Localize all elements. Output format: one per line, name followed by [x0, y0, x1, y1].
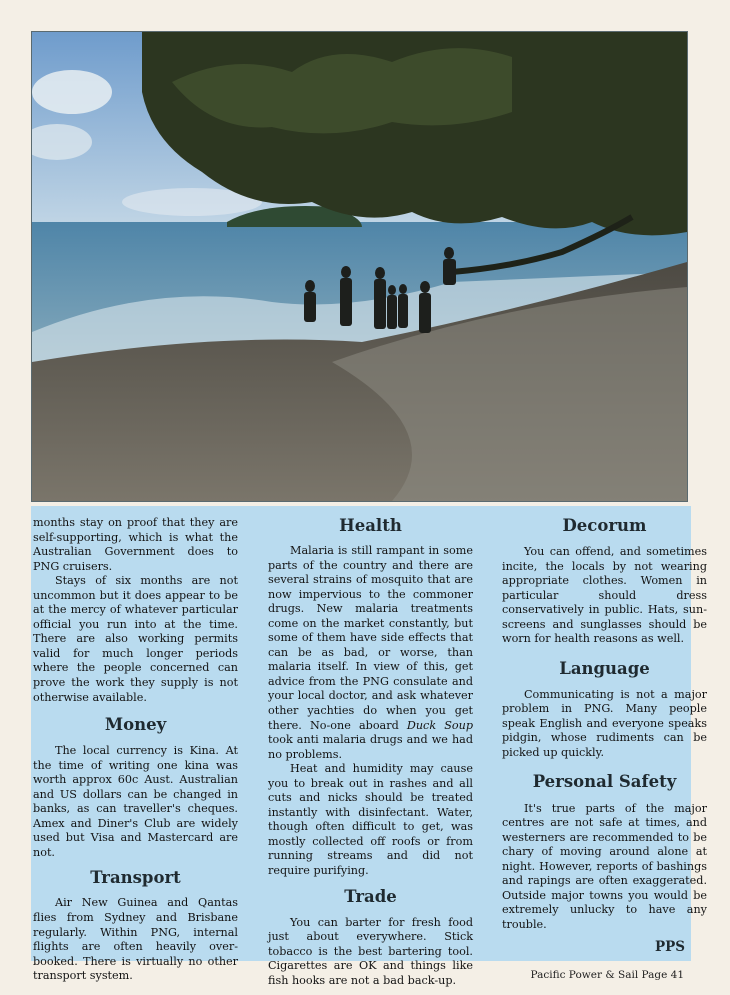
section-heading-language: Language — [559, 658, 650, 678]
text-run: Malaria is still rampant in some parts of the country and there are several strains of mosquito that are now impervious to the commoner drugs. New malaria treatments come on the market constantly, but some of them have side effects that can be as bad, or worse, than malaria itself. In view of this, get advice from the PNG consulate and your local doctor, and ask whatever other yachties do when you get there. No-one aboard — [268, 544, 473, 732]
paragraph: Air New Guinea and Qantas flies from Sydney and Brisbane regularly. Within PNG, internal flights are often heavily over-booked. There is virtually no other transport system. — [33, 896, 238, 983]
paragraph: Heat and humidity may cause you to break out in rashes and all cuts and nicks should be treated instantly with disinfectant. Water, though often difficult to get, was mostly collected off roofs or from running streams and did not require purifying. — [268, 762, 473, 878]
section-heading-money: Money — [104, 715, 167, 735]
section-heading-transport: Transport — [90, 868, 181, 888]
cloud — [32, 70, 112, 114]
paragraph: The local currency is Kina. At the time of writing one kina was worth approx 60c Aust. Australian and US dollars can be changed in banks, as can traveller's cheques. Amex and Diner's Club are widely used but Visa and Mastercard are not. — [33, 744, 238, 859]
section-heading-trade: Trade — [344, 886, 397, 906]
paragraph: You can offend, and sometimes incite, the locals by not wearing appropriate clothes. Women in particular should dress conservatively in public. Hats, sun-screens and sunglasses should be worn for health reasons as well. — [502, 545, 707, 646]
section-heading-personal-safety: Personal Safety — [532, 771, 677, 791]
boat-name: Duck Soup — [406, 718, 473, 732]
paragraph: Stays of six months are not uncommon but it does appear to be at the mercy of whatever particular official you run into at the time. There are also working permits valid for much longer periods where the people concerned can prove the work they supply is not otherwise available. — [33, 574, 238, 704]
beach-illustration — [32, 32, 687, 501]
paragraph: months stay on proof that they are self-supporting, which is what the Australian Government does to PNG cruisers. — [33, 516, 238, 573]
section-heading-decorum: Decorum — [562, 516, 647, 535]
pps-signoff: PPS — [654, 939, 685, 955]
paragraph: Communicating is not a major problem in PNG. Many people speak English and everyone speaks pidgin, whose rudiments can be picked up quickly. — [502, 687, 707, 760]
paragraph: It's true parts of the major centres are not safe at times, and westerners are recommended to be chary of moving around alone at night. However, reports of bashings and rapings are often exaggerated. Outside major towns you would be extremely unlucky to have any trouble. — [502, 801, 707, 931]
beach-photo — [31, 31, 688, 502]
column-3 — [502, 516, 707, 932]
paragraph — [268, 544, 473, 762]
page-footer: Pacific Power & Sail Page 41 — [530, 969, 684, 981]
column-2 — [268, 516, 473, 988]
column-1 — [33, 516, 238, 984]
section-heading-health: Health — [339, 516, 402, 535]
paragraph: You can barter for fresh food just about everywhere. Stick tobacco is the best bartering tool. Cigarettes are OK and things like fish hooks are not a bad back-up. — [268, 915, 473, 987]
text-run: took anti malaria drugs and we had no problems. — [268, 733, 473, 761]
